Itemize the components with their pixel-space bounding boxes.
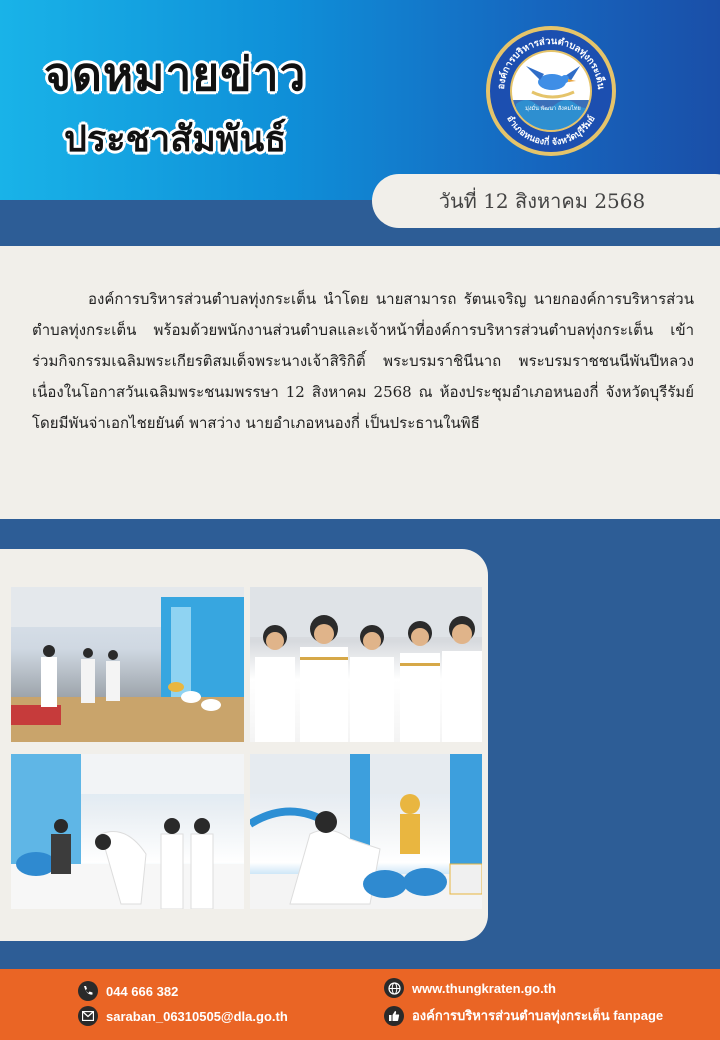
logo-ribbon-text: มุ่งมั่น พัฒนา สังคมไทย — [525, 106, 581, 112]
photo-1-scene — [11, 587, 244, 742]
date-label: วันที่ 12 สิงหาคม 2568 — [438, 189, 646, 213]
photo-placing-offering[interactable] — [250, 754, 482, 909]
photo-3-scene — [11, 754, 244, 909]
organization-logo — [486, 26, 616, 156]
thumbs-up-icon — [384, 1006, 404, 1026]
article-body: องค์การบริหารส่วนตำบลทุ่งกระเต็น นำโดย นายสามารถ รัตนเจริญ นายกองค์การบริหารส่วนตำบลทุ่งกระเต็น พร้อมด้วยพนักงานส่วนตำบลและเจ้าหน้าที่องค์การบริหารส่วนตำบลทุ่งกระเต็น เข้าร่วมกิจกรรมเฉลิมพระเกียรติสมเด็จพระนางเจ้าสิริกิติ์ พระบรมราชินีนาถ พระบรมราชชนนีพันปีหลวง เนื่องในโอกาสวันเฉลิมพระชนมพรรษา 12 สิงหาคม 2568 ณ ห้องประชุมอำเภอหนองกี่ จังหวัดบุรีรัมย์ โดยมีพันจ่าเอกไชยยันต์ พาสว่าง นายอำเภอหนองกี่ เป็นประธานในพิธี — [32, 290, 694, 432]
contact-website[interactable] — [384, 978, 556, 998]
photo-ceremony-offering[interactable] — [11, 587, 244, 742]
phone-number: 044 666 382 — [106, 983, 179, 999]
newsletter-title: จดหมายข่าว — [44, 47, 307, 101]
logo-bottom-text: อำเภอหนองกี่ จังหวัดบุรีรัมย์ — [504, 114, 598, 149]
date-pill — [372, 174, 720, 228]
photo-officials-paying-respect[interactable] — [250, 587, 482, 742]
website-url: www.thungkraten.go.th — [412, 980, 556, 996]
email-address: saraban_06310505@dla.go.th — [106, 1008, 288, 1024]
contact-facebook[interactable] — [384, 1005, 663, 1026]
facebook-page: องค์การบริหารส่วนตำบลทุ่งกระเต็น fanpage — [412, 1008, 664, 1023]
photo-bowing-respect[interactable] — [11, 754, 244, 909]
photo-2-scene — [250, 587, 482, 742]
phone-icon — [78, 981, 98, 1001]
newsletter-subtitle: ประชาสัมพันธ์ — [64, 119, 287, 160]
logo-ring-text: องค์การบริหารส่วนตำบลทุ่งกระเต็น — [495, 35, 607, 90]
photo-4-scene — [250, 754, 482, 909]
globe-icon — [384, 978, 404, 998]
contact-email[interactable] — [78, 1006, 288, 1026]
email-icon — [78, 1006, 98, 1026]
contact-phone[interactable] — [78, 981, 178, 1001]
logo-emblem — [510, 50, 592, 132]
